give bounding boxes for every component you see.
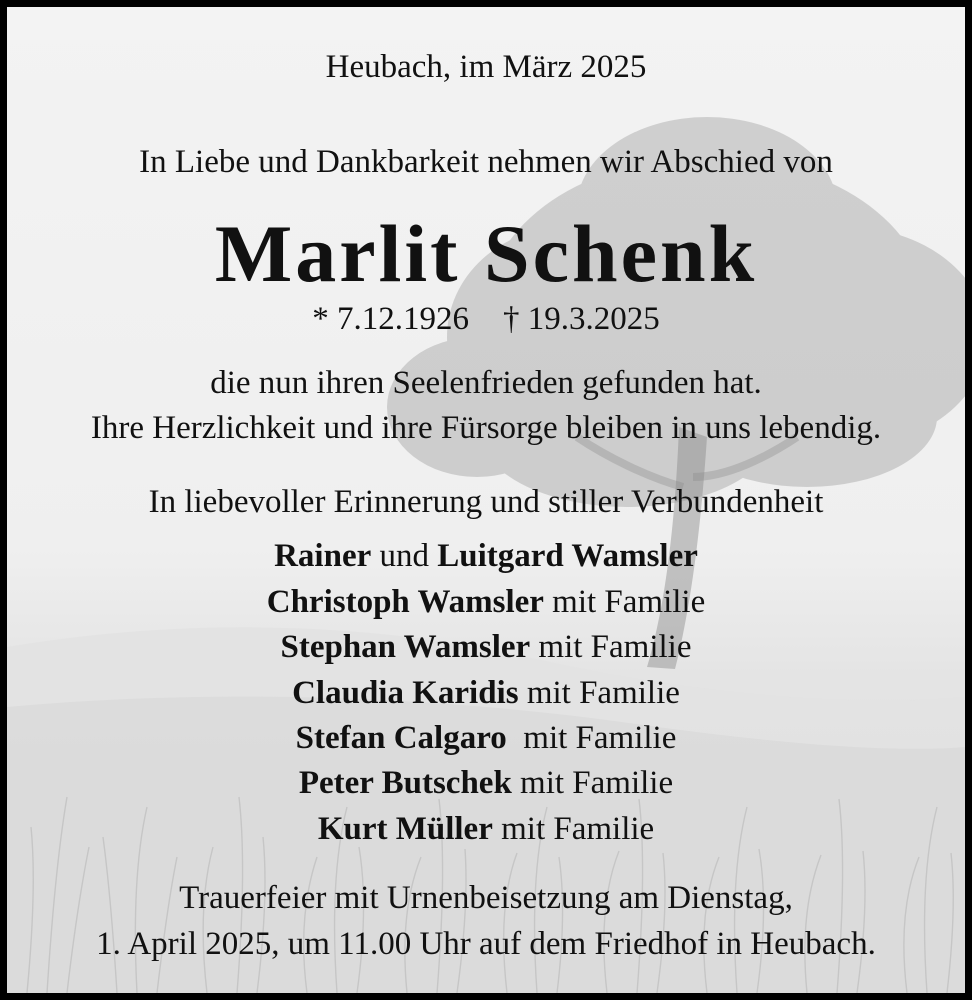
message-line-1: die nun ihren Seelenfrieden gefunden hat. [210,365,762,401]
mourner-name: Claudia Karidis [292,675,519,711]
mourner-line [7,677,965,710]
ceremony-line-1: Trauerfeier mit Urnenbeisetzung am Dienstag, [179,880,793,916]
mourner-suffix: mit Familie [506,720,677,756]
mourner-name: Stefan Calgaro [295,720,507,756]
mourner-suffix: mit Familie [518,675,680,711]
birth-date: * 7.12.1926 [312,301,469,337]
mourner-name: Kurt Müller [317,811,493,847]
mourner-suffix: mit Familie [543,584,706,620]
mourner-line [7,631,965,664]
deceased-name-heading: Marlit Schenk [214,208,758,299]
ceremony-line-2: 1. April 2025, um 11.00 Uhr auf dem Friedhof in Heubach. [96,926,876,962]
mourners-intro-line: In liebevoller Erinnerung und stiller Verbundenheit [148,484,824,520]
message-line-2: Ihre Herzlichkeit und ihre Fürsorge bleiben in uns lebendig. [90,410,882,446]
mourner-name: Luitgard Wamsler [437,538,698,574]
mourner-line [7,540,965,573]
mourner-line [7,722,965,755]
mourner-suffix: mit Familie [511,765,674,801]
death-date: † 19.3.2025 [503,301,660,337]
mourner-suffix: mit Familie [530,629,692,665]
mourner-name: Stephan Wamsler [280,629,531,665]
mourner-joiner: und [371,538,438,574]
mourner-line [7,813,965,846]
mourner-name: Christoph Wamsler [266,584,544,620]
mourner-line [7,586,965,619]
mourner-suffix: mit Familie [492,811,655,847]
farewell-intro-line: In Liebe und Dankbarkeit nehmen wir Abschied von [139,144,833,180]
mourner-line [7,767,965,800]
mourner-name: Rainer [274,538,372,574]
place-date-line: Heubach, im März 2025 [325,49,647,85]
mourner-name: Peter Butschek [298,765,512,801]
life-dates-line [7,303,965,336]
